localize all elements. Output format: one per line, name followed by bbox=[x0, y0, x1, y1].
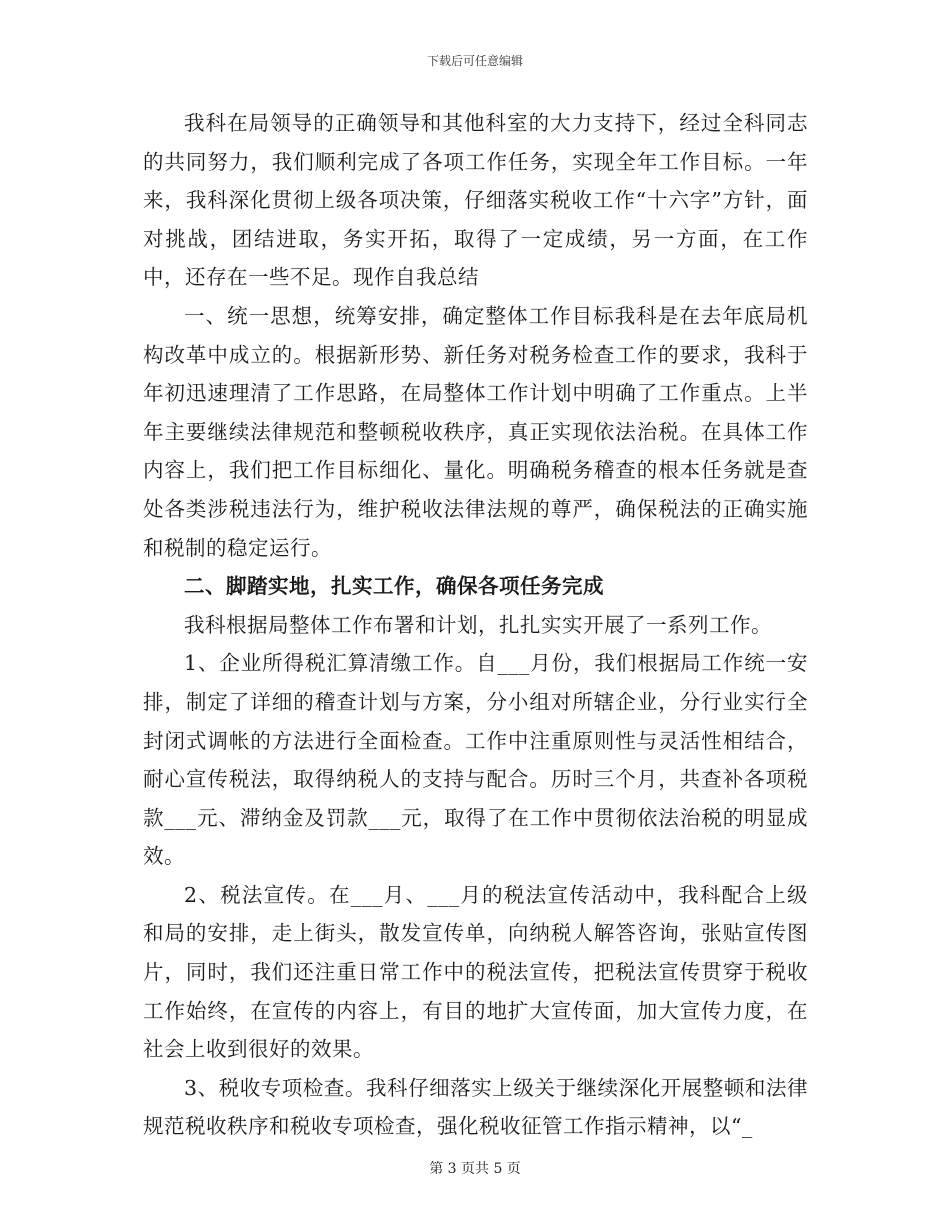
section-heading-2: 二、脚踏实地，扎实工作，确保各项任务完成 bbox=[184, 574, 604, 599]
paragraph-section-2-intro: 我科根据局整体工作布署和计划，扎扎实实开展了一系列工作。 bbox=[184, 612, 772, 637]
page-header: 下载后可任意编辑 bbox=[426, 54, 523, 68]
document-body bbox=[143, 104, 808, 1146]
paragraph-item-2: 2、税法宣传。在___月、___月的税法宣传活动中，我科配合上级和局的安排，走上街头，散发宣传单，向纳税人解答咨询，张贴宣传图片，同时，我们还注重日常工作中的税法宣传，把税法宣传贯穿于税收工作始终，在宣传的内容上，有目的地扩大宣传面，加大宣传力度，在社会上收到很好的效果。 bbox=[143, 882, 808, 1062]
paragraph-intro: 我科在局领导的正确领导和其他科室的大力支持下，经过全科同志的共同努力，我们顺利完成了各项工作任务，实现全年工作目标。一年来，我科深化贯彻上级各项决策，仔细落实税收工作“十六字”方针，面对挑战，团结进取，务实开拓，取得了一定成绩，另一方面，在工作中，还存在一些不足。现作自我总结 bbox=[143, 111, 808, 290]
paragraph-item-1: 1、企业所得税汇算清缴工作。自___月份，我们根据局工作统一安排，制定了详细的稽查计划与方案，分小组对所辖企业，分行业实行全封闭式调帐的方法进行全面检查。工作中注重原则性与灵活性相结合，耐心宣传税法，取得纳税人的支持与配合。历时三个月，共查补各项税款___元、滞纳金及罚款___元，取得了在工作中贯彻依法治税的明显成效。 bbox=[143, 651, 808, 869]
paragraph-item-3: 3、税收专项检查。我科仔细落实上级关于继续深化开展整顿和法律规范税收秩序和税收专项检查，强化税收征管工作指示精神，以“_ bbox=[143, 1075, 808, 1139]
page-footer: 第 3 页共 5 页 bbox=[429, 1161, 521, 1177]
paragraph-section-1: 一、统一思想，统筹安排，确定整体工作目标我科是在去年底局机构改革中成立的。根据新形势、新任务对税务检查工作的要求，我科于年初迅速理清了工作思路，在局整体工作计划中明确了工作重点。上半年主要继续法律规范和整顿税收秩序，真正实现依法治税。在具体工作内容上，我们把工作目标细化、量化。明确税务稽查的根本任务就是查处各类涉税违法行为，维护税收法律法规的尊严，确保税法的正确实施和税制的稳定运行。 bbox=[143, 303, 808, 560]
